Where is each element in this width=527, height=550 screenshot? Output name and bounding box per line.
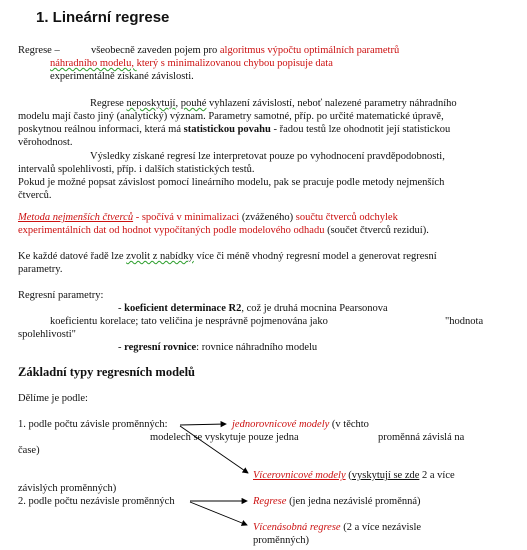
type-desc: (v těchto	[329, 419, 369, 430]
arrow-c2-to-multiple-regression	[190, 502, 247, 525]
intro-text: všeobecně zaveden pojem pro	[91, 45, 220, 56]
page-title: 1. Lineární regrese	[36, 9, 170, 26]
p5-spell: zvolit z nabídky	[126, 251, 194, 262]
criterion-1-type-2-line-2: závislých proměnných)	[18, 483, 117, 494]
p5-text: více či méně vhodný regresní model a generovat regresní	[193, 251, 437, 262]
criterion-1-label: 1. podle počtu závisle proměnných:	[18, 419, 168, 430]
type-name: Vícenásobná regrese	[253, 522, 341, 533]
section-heading: Základní typy regresních modelů	[18, 365, 195, 379]
type-name: Regrese	[253, 496, 287, 507]
type-desc-underlined: vyskytují se zde	[351, 470, 420, 481]
criterion-1-type-1-line-2b: proměnná závislá na	[378, 432, 465, 443]
intro-highlight-2: náhradního modelu,	[50, 58, 137, 69]
p2-line-4: věrohodnost.	[18, 137, 73, 148]
type-name: Vícerovnicové modely	[253, 470, 346, 481]
params-item-1-line-2: koeficientu korelace; tato veličina je nesprávně pojmenována jako	[50, 316, 328, 327]
p4-text: (součet čtverců reziduí).	[324, 225, 429, 236]
params-bold: regresní rovnice	[124, 342, 197, 353]
arrow-c1-to-single-equation	[180, 424, 226, 425]
intro-highlight-3: který s minimalizovanou chybou popisuje data	[136, 58, 333, 69]
params-quote-2: spolehlivosti"	[18, 329, 76, 340]
intro-term: Regrese –	[18, 45, 60, 56]
p4-term: Metoda nejmenších čtverců	[18, 212, 134, 223]
p3-line-2: intervalů spolehlivosti, příp. i dalších statistických testů.	[18, 164, 255, 175]
p2-text: vyhlazení závislostí, neboť nalezené parametry náhradního	[206, 98, 457, 109]
intro-line-3: experimentálně získané závislosti.	[50, 71, 194, 82]
p2-text: - řadou testů lze ohodnotit její statistickou	[270, 124, 451, 135]
type-desc: (2 a více nezávisle	[340, 522, 422, 533]
criterion-1-type-1-line-2a: modelech se vyskytuje pouze jedna	[150, 432, 299, 443]
p4-text: (zváženého)	[241, 212, 296, 223]
p5-line-2: parametry.	[18, 264, 63, 275]
type-desc: 2 a více	[419, 470, 455, 481]
p4-red-text: součtu čtverců odchylek	[295, 212, 398, 223]
params-dash: -	[118, 303, 125, 314]
params-text: , což je druhá mocnina Pearsonova	[241, 303, 388, 314]
type-desc: (jen jedna nezávislé proměnná)	[286, 496, 421, 507]
p4-red-text: - spočívá v minimalizaci	[133, 212, 242, 223]
p2-bold: statistickou povahu	[183, 124, 271, 135]
p2-text: poskytnou reálnou informaci, která má	[18, 124, 184, 135]
section-intro: Dělíme je podle:	[18, 393, 88, 404]
p2-spell-1: neposkytují	[126, 98, 176, 109]
params-heading: Regresní parametry:	[18, 290, 104, 301]
type-desc: (	[345, 470, 352, 481]
p5-text: Ke každé datové řadě lze	[18, 251, 127, 262]
criterion-2-type-2-line-2: proměnných)	[253, 535, 309, 546]
p3-line-3: Pokud je možné popsat závislost pomocí lineárního modelu, pak se pracuje podle metody nejmenších	[18, 177, 445, 188]
params-dash: -	[118, 342, 125, 353]
p3-line-4: čtverců.	[18, 190, 52, 201]
p2-text: ,	[175, 98, 181, 109]
p2-text: Regrese	[90, 98, 127, 109]
params-text: : rovnice náhradního modelu	[196, 342, 318, 353]
p2-line-2: modelu mají často jiný (analytický) význam. Parametry samotné, příp. po určité matematické úpravě,	[18, 111, 444, 122]
type-name: jednorovnicové modely	[232, 419, 330, 430]
p4-red-text: experimentálních dat od hodnot vypočítaných podle modelového odhadu	[18, 225, 325, 236]
params-bold: koeficient determinace R2	[124, 303, 242, 314]
arrow-c1-to-multi-equation	[180, 426, 248, 473]
criterion-2-label: 2. podle počtu nezávisle proměnných	[18, 496, 175, 507]
params-quote-1: "hodnota	[445, 316, 484, 327]
intro-highlight: algoritmus výpočtu optimálních parametrů	[219, 45, 400, 56]
p2-spell-2: pouhé	[180, 98, 207, 109]
p3-line-1: Výsledky získané regresí lze interpretovat pouze po vyhodnocení pravděpodobnosti,	[90, 151, 445, 162]
criterion-1-type-1-line-3: čase)	[18, 445, 40, 456]
